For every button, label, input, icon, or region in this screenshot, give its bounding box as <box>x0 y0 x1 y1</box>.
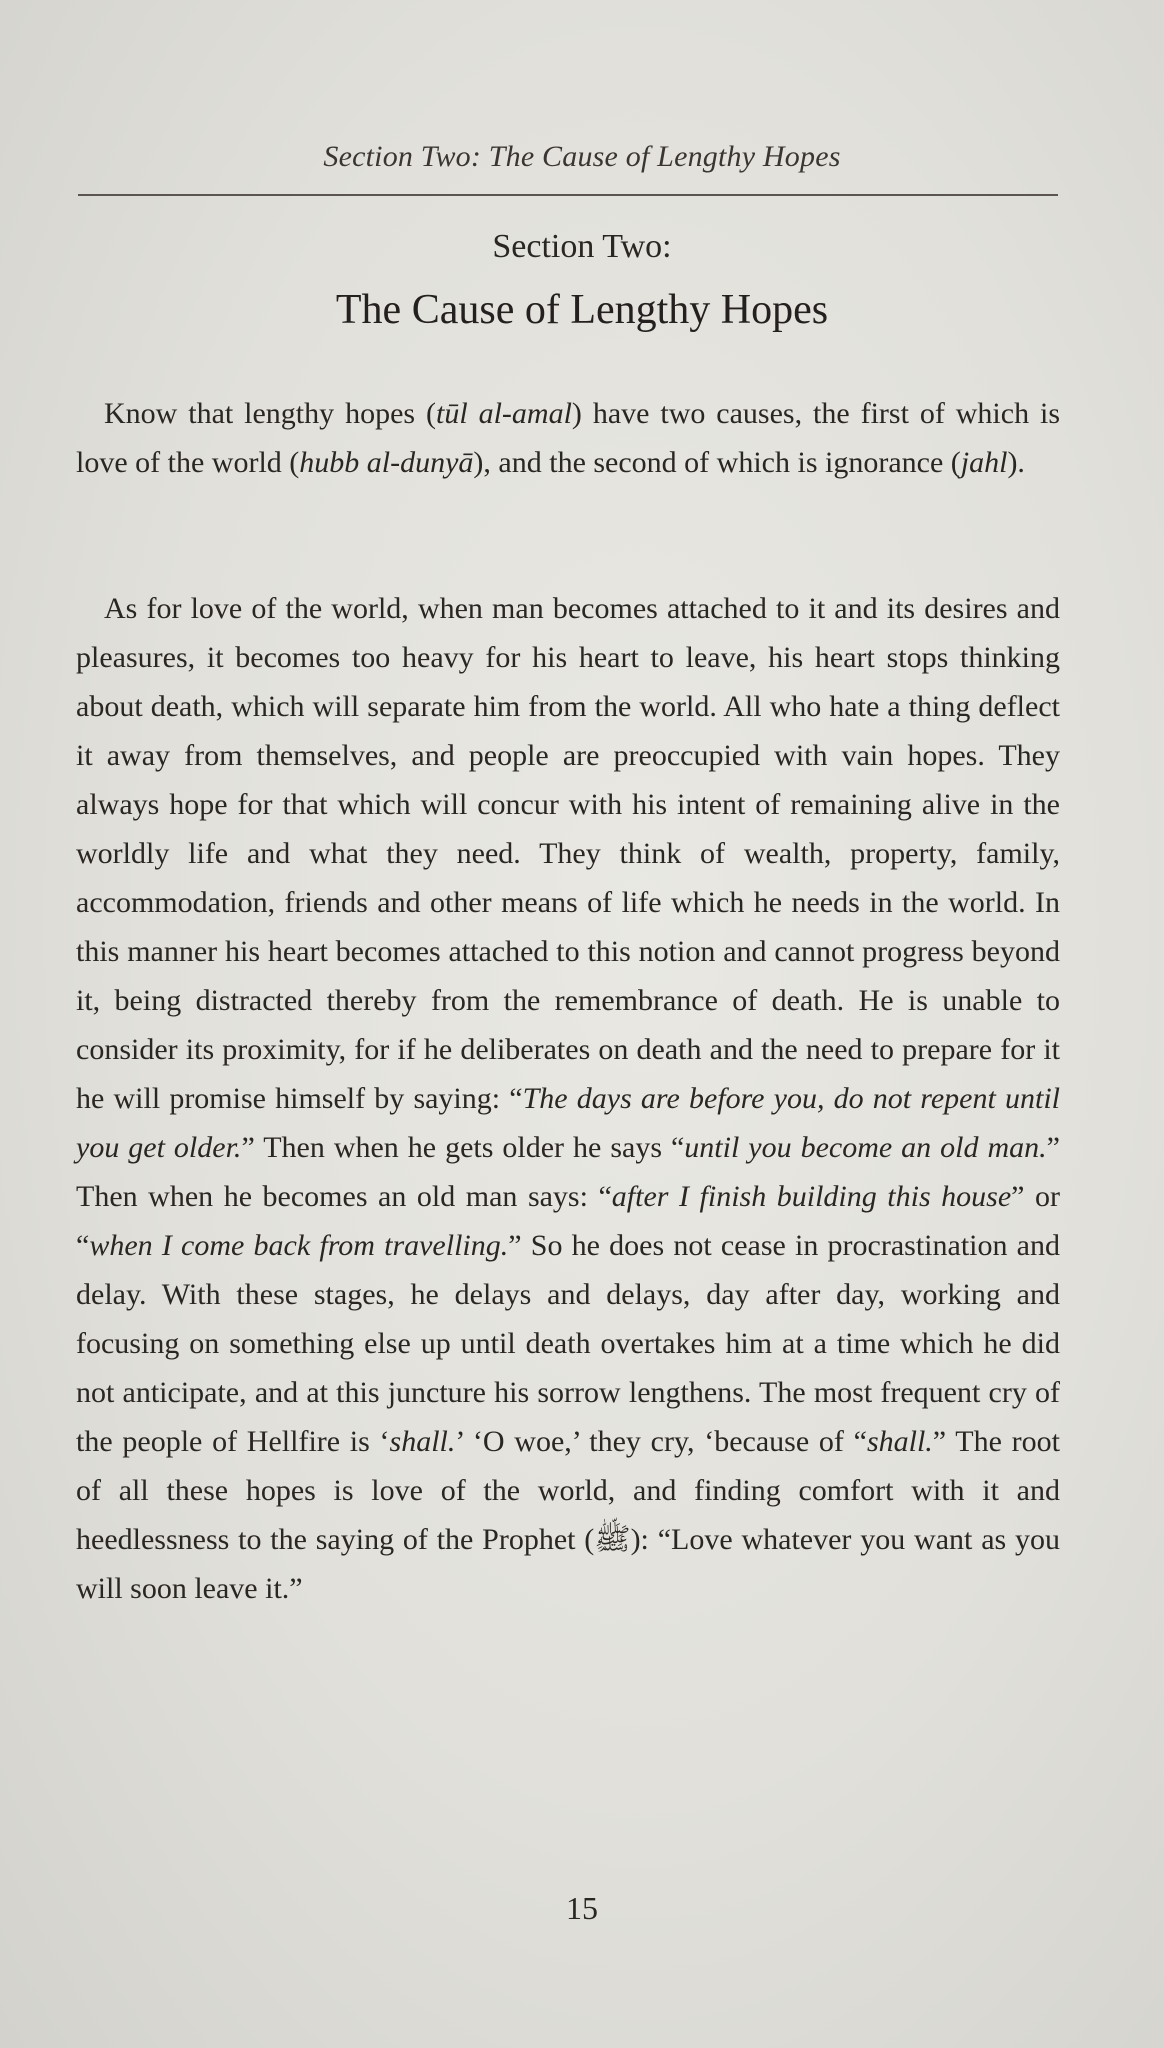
p1-term-tul-al-amal: tūl al-amal <box>435 397 572 430</box>
p1-text-4: ). <box>1007 446 1025 479</box>
p2-text-7: ” The root of all these hopes is love of the world, and finding comfort with it and heedlessness to the saying of the Prophet (ﷺ): “Love whatever you want as you will soon leave it.” <box>76 1425 1061 1605</box>
paragraph-1 <box>76 389 1060 487</box>
p1-term-hubb-al-dunya: hubb al-dunyā <box>299 446 474 479</box>
p1-text-2: ) have two causes, the first of which is love of the world ( <box>76 397 1060 479</box>
p1-text-3: ), and the second of which is ignorance ( <box>473 446 961 479</box>
p2-text-4: ” or “ <box>76 1180 1060 1262</box>
p2-quote-2: until you become an old man. <box>684 1131 1047 1164</box>
page-number: 15 <box>566 1890 598 1926</box>
running-head: Section Two: The Cause of Lengthy Hopes <box>323 140 841 173</box>
p2-quote-3: after I finish building this house <box>611 1180 1012 1213</box>
header-rule <box>78 194 1058 196</box>
section-label: Section Two: <box>492 228 672 265</box>
p2-quote-5: shall. <box>389 1425 456 1458</box>
p2-quote-1: The days are before you, do not repent until you get older. <box>76 1082 1060 1164</box>
p2-quote-4: when I come back from travelling. <box>89 1229 509 1262</box>
p2-text-2: ” Then when he gets older he says “ <box>241 1131 685 1164</box>
p1-text-1: Know that lengthy hopes ( <box>104 397 436 430</box>
paragraph-2 <box>76 584 1060 1613</box>
p2-text-1: As for love of the world, when man becomes attached to it and its desires and pleasures, it becomes too heavy for his heart to leave, his heart stops thinking about death, which will separate him from the world. All who hate a thing deflect it away from themselves, and people are preoccupied with vain hopes. They always hope for that which will concur with his intent of remaining alive in the worldly life and what they need. They think of wealth, property, family, accommodation, friends and other means of life which he needs in the world. In this manner his heart becomes attached to this notion and cannot progress beyond it, being distracted thereby from the remembrance of death. He is unable to consider its proximity, for if he deliberates on death and the need to prepare for it he will promise himself by saying: “ <box>76 592 1060 1115</box>
p2-text-6: ’ ‘O woe,’ they cry, ‘because of “ <box>455 1425 867 1458</box>
section-title: The Cause of Lengthy Hopes <box>335 287 829 333</box>
p2-quote-6: shall. <box>866 1425 933 1458</box>
p2-text-5: ” So he does not cease in procrastination and delay. With these stages, he delays and delays, day after day, working and focusing on something else up until death overtakes him at a time which he did not anticipate, and at this juncture his sorrow lengthens. The most frequent cry of the people of Hellfire is ‘ <box>76 1229 1061 1458</box>
p2-text-3: ” Then when he becomes an old man says: “ <box>76 1131 1060 1213</box>
p1-term-jahl: jahl <box>960 446 1008 479</box>
